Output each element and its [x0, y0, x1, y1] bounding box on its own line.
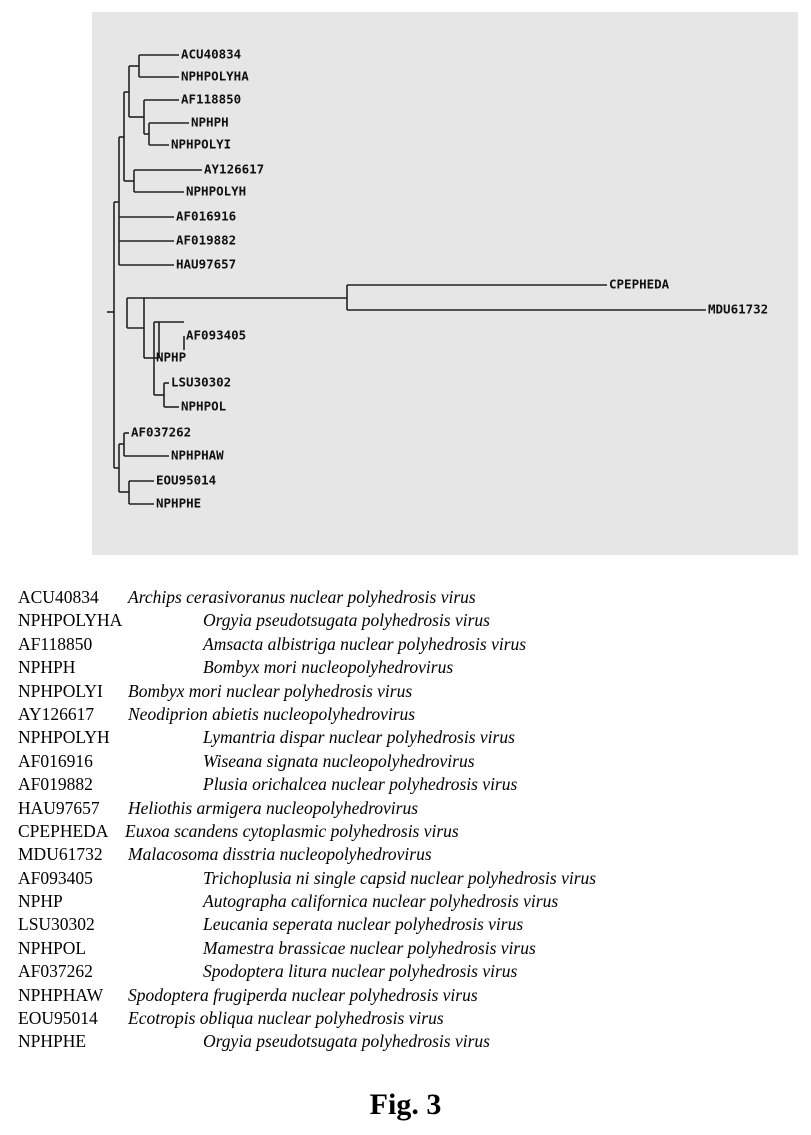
tree-leaf-label: ACU40834: [181, 46, 242, 62]
legend-row: [18, 1030, 798, 1053]
tree-leaf-label: HAU97657: [176, 256, 237, 272]
legend-row: [18, 609, 798, 632]
tree-leaf-label: AF093405: [186, 327, 247, 343]
legend-code: MDU61732: [18, 844, 103, 865]
tree-leaf-label: NPHP: [156, 349, 187, 365]
legend-organism: Trichoplusia ni single capsid nuclear polyhedrosis virus: [203, 867, 597, 888]
legend-row: [18, 633, 798, 656]
phylogenetic-tree-panel: [92, 12, 798, 555]
legend-organism: Wiseana signata nucleopolyhedrovirus: [203, 750, 475, 771]
legend-organism: Ecotropis obliqua nuclear polyhedrosis virus: [128, 1008, 444, 1029]
legend-row: [18, 773, 798, 796]
legend-row: [18, 913, 798, 936]
legend-organism: Spodoptera litura nuclear polyhedrosis virus: [203, 961, 518, 982]
legend-row: [18, 726, 798, 749]
legend-code: NPHPHE: [18, 1031, 87, 1052]
legend-code: LSU30302: [18, 914, 95, 935]
legend-organism: Orgyia pseudotsugata polyhedrosis virus: [203, 1031, 490, 1052]
legend-code: NPHP: [18, 891, 63, 912]
legend-organism: Orgyia pseudotsugata polyhedrosis virus: [203, 610, 490, 631]
phylogenetic-tree: [92, 12, 798, 555]
legend-organism: Autographa californica nuclear polyhedrosis virus: [203, 891, 559, 912]
tree-leaf-labels: [131, 47, 768, 511]
legend-row: [18, 890, 798, 913]
tree-leaf-label: NPHPH: [191, 114, 229, 130]
legend-row: [18, 937, 798, 960]
legend-organism: Archips cerasivoranus nuclear polyhedrosis virus: [128, 587, 476, 607]
tree-leaf-label: NPHPOLYH: [186, 183, 247, 199]
legend-code: AF019882: [18, 774, 93, 795]
legend-organism: Plusia orichalcea nuclear polyhedrosis virus: [203, 774, 518, 795]
legend-row: [18, 586, 798, 609]
legend-row: [18, 960, 798, 983]
legend-code: NPHPHAW: [18, 984, 104, 1005]
legend-code: NPHPOLYH: [18, 727, 110, 748]
legend-organism: Euxoa scandens cytoplasmic polyhedrosis virus: [125, 820, 459, 841]
legend-code: AF093405: [18, 867, 93, 888]
tree-leaf-label: AF019882: [176, 232, 237, 248]
legend-organism: Heliothis armigera nucleopolyhedrovirus: [128, 797, 419, 818]
legend-row: [18, 680, 798, 703]
legend-row: [18, 750, 798, 773]
legend-code: CPEPHEDA: [18, 820, 109, 841]
tree-leaf-label: AY126617: [204, 161, 265, 177]
legend-organism: Lymantria dispar nuclear polyhedrosis virus: [203, 727, 515, 748]
legend-row: [18, 797, 798, 820]
legend-row: [18, 843, 798, 866]
legend-organism: Amsacta albistriga nuclear polyhedrosis virus: [203, 633, 527, 654]
legend-row: [18, 703, 798, 726]
tree-leaf-label: NPHPOL: [181, 398, 227, 414]
legend-code: NPHPOLYI: [18, 680, 103, 701]
legend-organism: Bombyx mori nuclear polyhedrosis virus: [128, 680, 413, 701]
legend-organism: Malacosoma disstria nucleopolyhedrovirus: [128, 844, 432, 865]
tree-leaf-label: AF037262: [131, 424, 192, 440]
tree-leaf-label: LSU30302: [171, 374, 232, 390]
legend-organism: Mamestra brassicae nuclear polyhedrosis virus: [203, 937, 536, 958]
legend-row: [18, 984, 798, 1007]
tree-leaf-label: NPHPHE: [156, 495, 202, 511]
legend-code: AF118850: [18, 633, 93, 654]
legend-code: ACU40834: [18, 587, 99, 607]
legend-code: AY126617: [18, 703, 95, 724]
legend-organism: Spodoptera frugiperda nuclear polyhedrosis virus: [128, 984, 478, 1005]
legend-organism: Neodiprion abietis nucleopolyhedrovirus: [128, 703, 416, 724]
legend-code: NPHPOL: [18, 937, 87, 958]
tree-leaf-label: CPEPHEDA: [609, 276, 670, 292]
legend-code: AF037262: [18, 961, 93, 982]
tree-leaf-label: MDU61732: [708, 301, 769, 317]
legend-row: [18, 867, 798, 890]
legend-code: HAU97657: [18, 797, 100, 818]
legend-organism: Bombyx mori nucleopolyhedrovirus: [203, 657, 454, 678]
legend-code: NPHPH: [18, 657, 76, 678]
species-legend: [18, 586, 798, 1054]
legend-code: EOU95014: [18, 1008, 98, 1029]
tree-leaf-label: NPHPOLYHA: [181, 68, 249, 84]
legend-row: [18, 656, 798, 679]
legend-organism: Leucania seperata nuclear polyhedrosis virus: [203, 914, 524, 935]
tree-leaf-label: AF118850: [181, 91, 242, 107]
legend-code: NPHPOLYHA: [18, 610, 123, 631]
tree-leaf-label: NPHPHAW: [171, 447, 224, 463]
legend-code: AF016916: [18, 750, 93, 771]
legend-row: [18, 820, 798, 843]
tree-leaf-label: EOU95014: [156, 472, 217, 488]
legend-row: [18, 1007, 798, 1030]
tree-leaf-label: AF016916: [176, 208, 237, 224]
tree-leaf-label: NPHPOLYI: [171, 136, 232, 152]
figure-caption: Fig. 3: [369, 1088, 442, 1121]
